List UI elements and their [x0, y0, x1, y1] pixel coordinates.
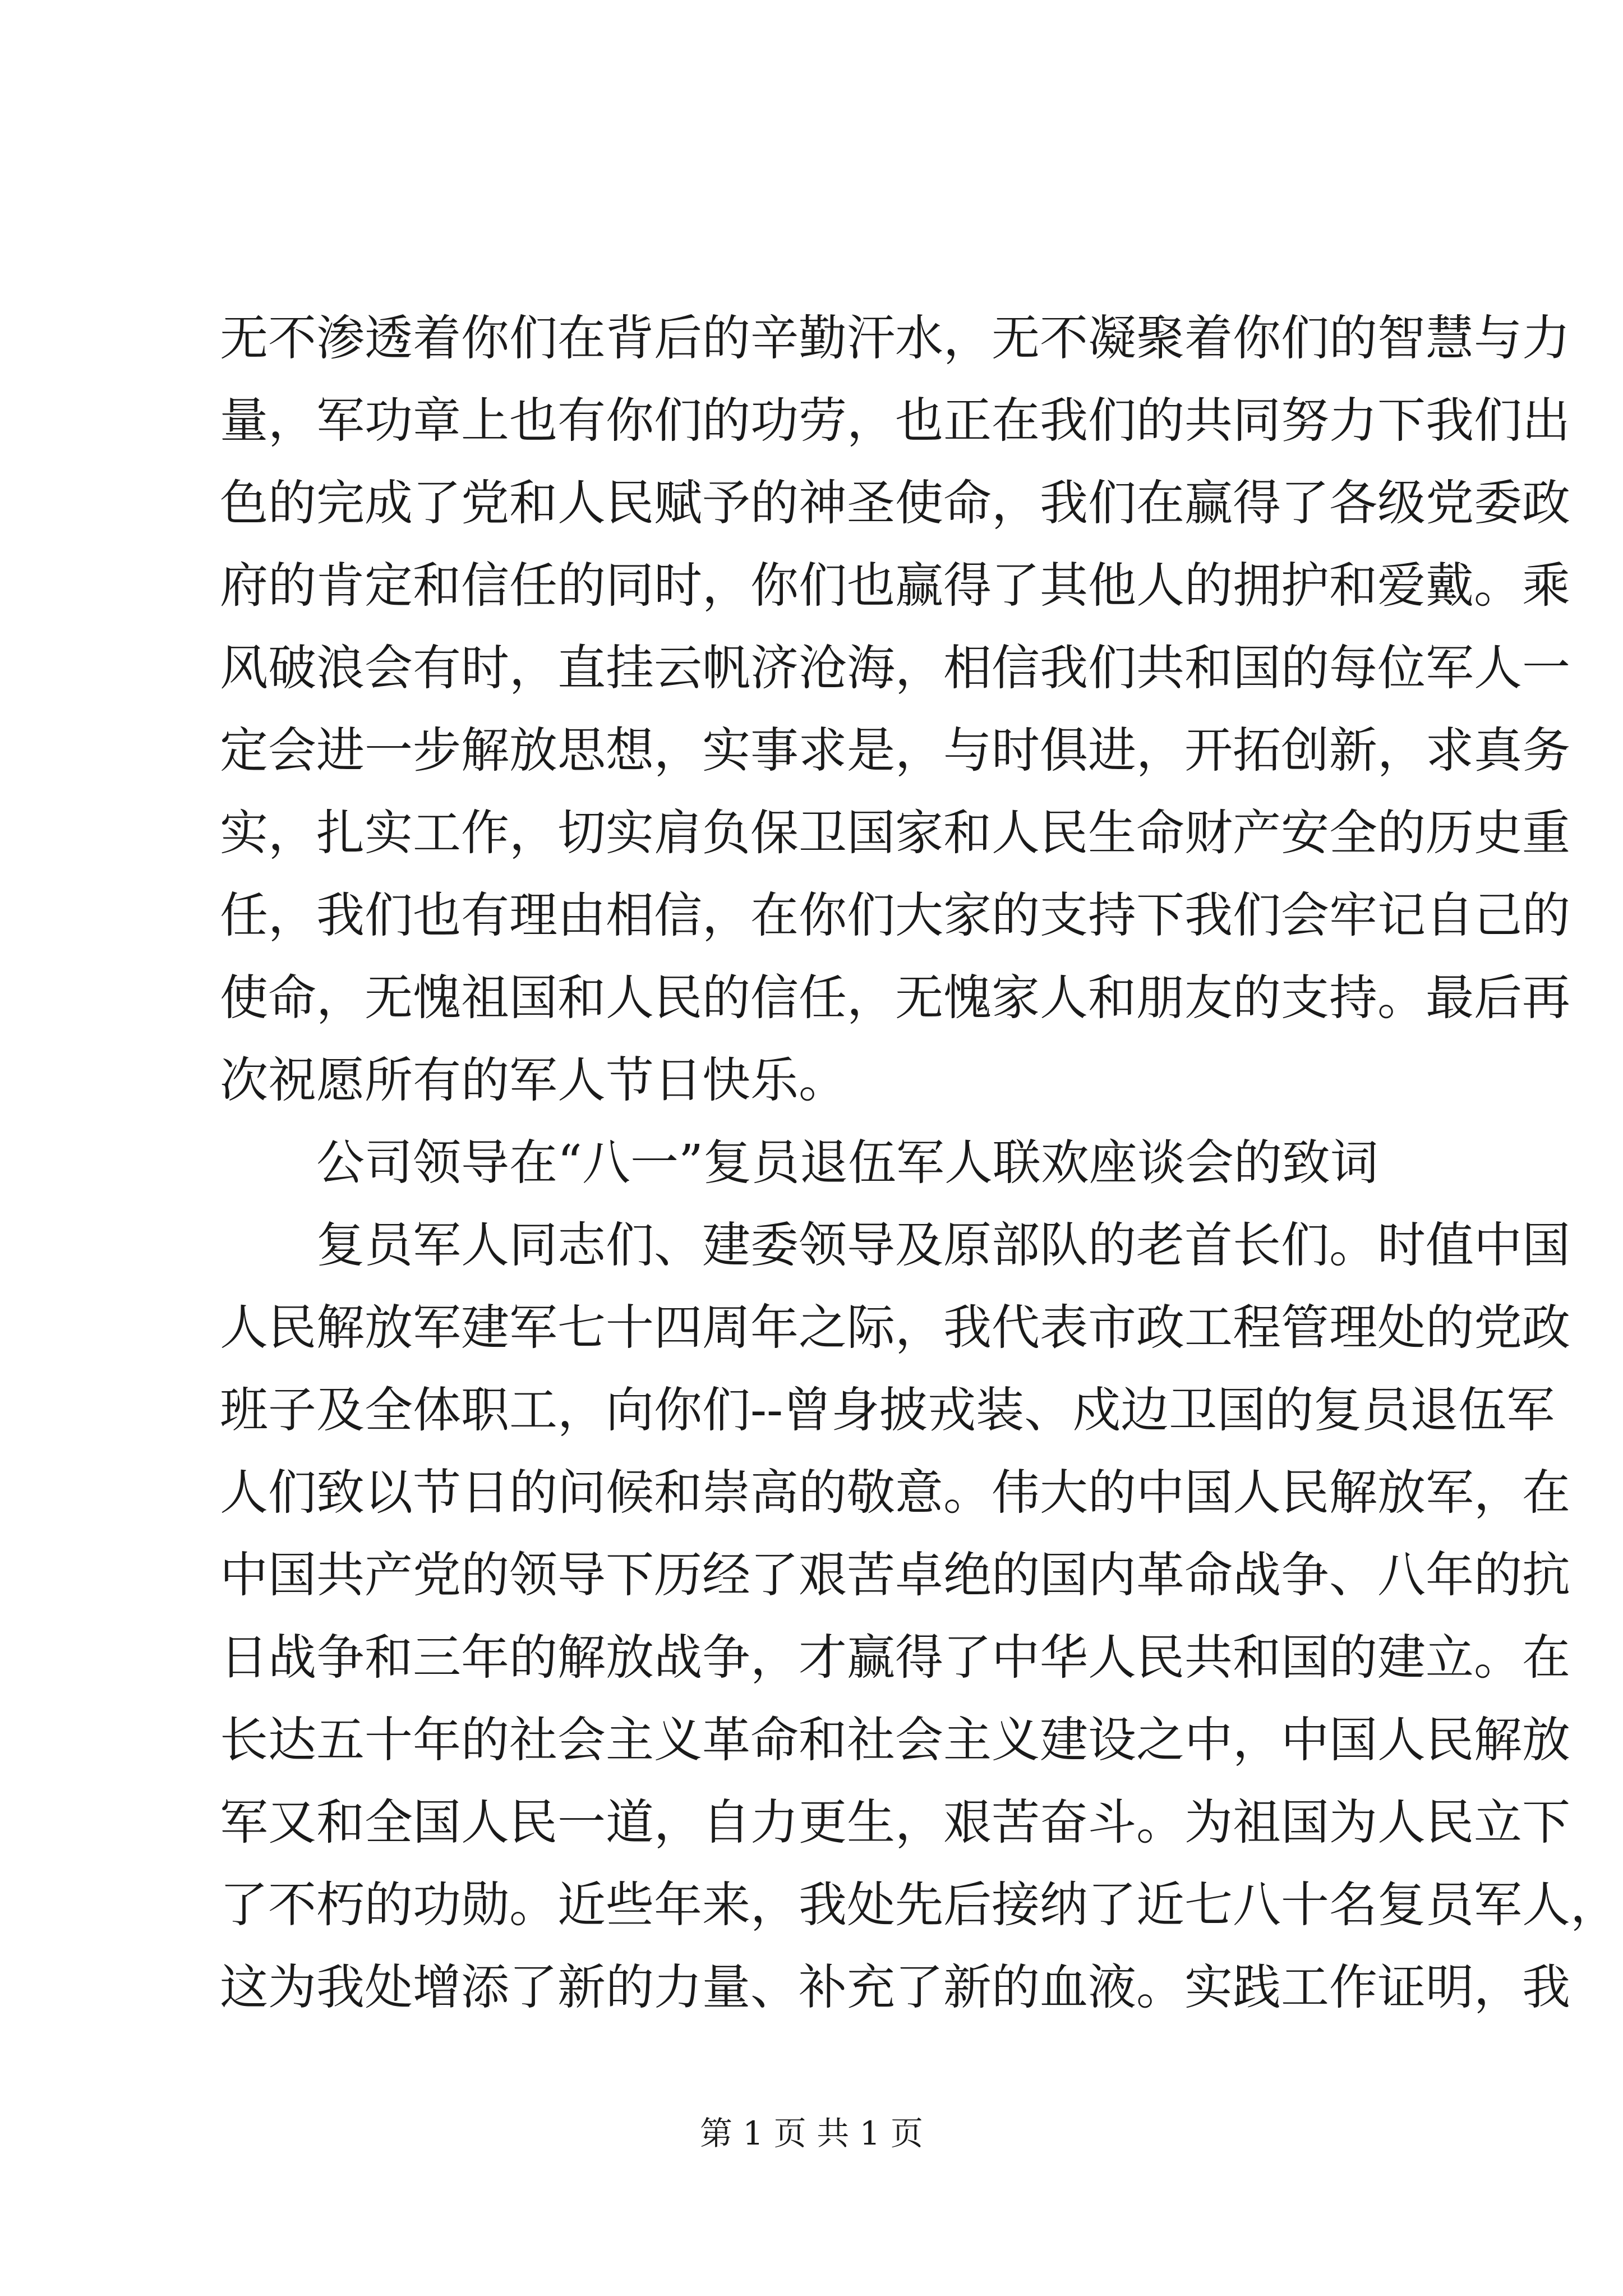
text-line: 风破浪会有时，直挂云帆济沧海，相信我们共和国的每位军人一	[220, 640, 1570, 696]
text-line: 公司领导在“八一”复员退伍军人联欢座谈会的致词	[316, 1135, 1378, 1191]
text-line: 任，我们也有理由相信，在你们大家的支持下我们会牢记自己的	[220, 887, 1570, 944]
text-line: 定会进一步解放思想，实事求是，与时俱进，开拓创新，求真务	[220, 723, 1570, 779]
text-line: 无不渗透着你们在背后的辛勤汗水，无不凝聚着你们的智慧与力	[220, 310, 1570, 366]
text-line: 这为我处增添了新的力量、补充了新的血液。实践工作证明，我	[220, 1959, 1570, 2016]
text-line: 日战争和三年的解放战争，才赢得了中华人民共和国的建立。在	[220, 1630, 1570, 1686]
text-line: 了不朽的功勋。近些年来，我处先后接纳了近七八十名复员军人，	[220, 1877, 1619, 1933]
text-line: 中国共产党的领导下历经了艰苦卓绝的国内革命战争、八年的抗	[220, 1547, 1570, 1603]
text-line: 班子及全体职工，向你们--曾身披戎装、戍边卫国的复员退伍军	[220, 1382, 1555, 1438]
text-line: 复员军人同志们、建委领导及原部队的老首长们。时值中国	[316, 1217, 1570, 1273]
text-line: 色的完成了党和人民赋予的神圣使命，我们在赢得了各级党委政	[220, 475, 1570, 531]
text-line: 次祝愿所有的军人节日快乐。	[220, 1052, 847, 1108]
text-line: 实，扎实工作，切实肩负保卫国家和人民生命财产安全的历史重	[220, 805, 1570, 861]
page-footer: 第 1 页 共 1 页	[700, 2114, 923, 2152]
text-line: 军又和全国人民一道，自力更生，艰苦奋斗。为祖国为人民立下	[220, 1795, 1570, 1851]
text-line: 使命，无愧祖国和人民的信任，无愧家人和朋友的支持。最后再	[220, 970, 1570, 1026]
text-line: 人民解放军建军七十四周年之际，我代表市政工程管理处的党政	[220, 1300, 1570, 1356]
document-body	[220, 297, 1619, 2029]
text-line: 人们致以节日的问候和崇高的敬意。伟大的中国人民解放军，在	[220, 1465, 1570, 1521]
text-line: 府的肯定和信任的同时，你们也赢得了其他人的拥护和爱戴。乘	[220, 558, 1570, 614]
text-line: 长达五十年的社会主义革命和社会主义建设之中，中国人民解放	[220, 1712, 1570, 1768]
text-line: 量，军功章上也有你们的功劳，也正在我们的共同努力下我们出	[220, 393, 1570, 449]
